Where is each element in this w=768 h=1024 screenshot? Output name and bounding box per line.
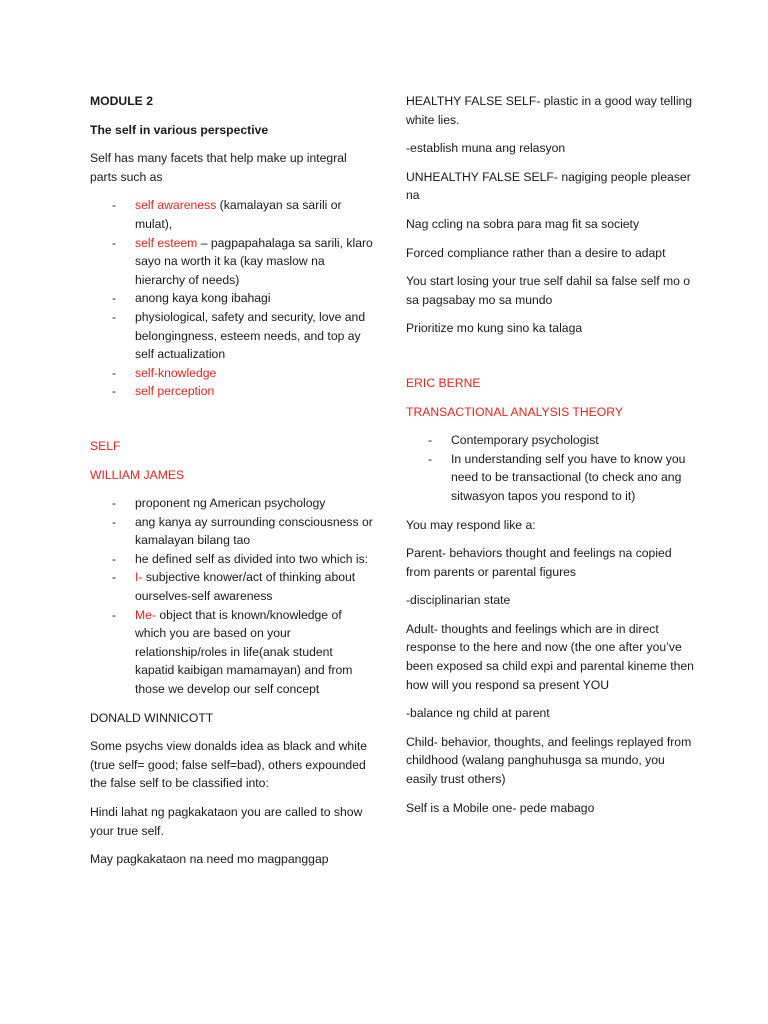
winnicott-paragraph-1: Some psychs view donalds idea as black and white (true self= good; false self=bad), others expounded the false self to be classified into: — [90, 739, 368, 791]
prioritize-paragraph: Prioritize mo kung sino ka talaga — [406, 321, 583, 336]
module-title: MODULE 2 — [90, 94, 153, 108]
list-item — [90, 568, 375, 605]
left-column — [90, 92, 375, 879]
child-paragraph: Child- behavior, thoughts, and feelings replayed from childhood (walang panghuhusga sa mundo, you easily trust others) — [406, 734, 692, 787]
item-desc: ang kanya ay surrounding consciousness or kamalayan bilang tao — [135, 514, 373, 548]
facet-desc: – pagpapahalaga sa sarili, klaro sayo na worth it ka (kay maslow na hierarchy of needs) — [135, 235, 373, 287]
facet-term: self perception — [135, 384, 215, 399]
list-item — [90, 606, 375, 699]
parent-paragraph: Parent- behaviors thought and feelings na copied from parents or parental figures — [406, 546, 672, 579]
winnicott-heading: DONALD WINNICOTT — [90, 710, 214, 725]
facet-term: self esteem — [135, 235, 198, 250]
eric-berne-list — [406, 431, 696, 505]
balance-note: -balance ng child at parent — [406, 706, 550, 721]
list-item — [90, 196, 375, 233]
winnicott-paragraph-3: May pagkakataon na need mo magpanggap — [90, 852, 329, 867]
list-item — [90, 513, 375, 550]
list-item — [90, 308, 375, 364]
facet-desc: anong kaya kong ibahagi — [135, 291, 271, 306]
william-james-list — [90, 494, 375, 699]
list-item — [90, 289, 375, 308]
list-item — [90, 494, 375, 513]
list-item — [90, 234, 375, 290]
item-desc: proponent ng American psychology — [135, 496, 326, 511]
self-heading: SELF — [90, 438, 121, 453]
list-item — [90, 364, 375, 383]
facet-term: self awareness — [135, 198, 217, 213]
establish-note: -establish muna ang relasyon — [406, 141, 566, 156]
disciplinarian-note: -disciplinarian state — [406, 593, 511, 608]
adult-paragraph: Adult- thoughts and feelings which are in direct response to the here and now (the one after you’ve been exposed sa child expi and parental kineme then how will you respond sa present YOU — [406, 621, 694, 692]
list-item — [90, 382, 375, 401]
facet-desc: (kamalayan sa sarili or mulat), — [135, 198, 342, 231]
item-term: I- — [135, 570, 143, 585]
winnicott-paragraph-2: Hindi lahat ng pagkakataon you are called to show your true self. — [90, 805, 363, 838]
william-james-heading: WILLIAM JAMES — [90, 467, 185, 482]
item-desc: object that is known/knowledge of which you are based on your relationship/roles in life(anak student kapatid kaibigan mamamayan) and from those we develop our self concept — [135, 607, 353, 697]
facet-desc: physiological, safety and security, love and belongingness, esteem needs, and top ay self actualization — [135, 309, 366, 362]
unhealthy-false-self: UNHEALTHY FALSE SELF- nagiging people pleaser na — [406, 169, 691, 203]
item-desc: he defined self as divided into two which is: — [135, 551, 369, 566]
facet-term: self-knowledge — [135, 365, 217, 380]
mobile-self-paragraph: Self is a Mobile one- pede mabago — [406, 800, 595, 815]
healthy-false-self: HEALTHY FALSE SELF- plastic in a good way telling white lies. — [406, 94, 693, 127]
ccling-paragraph: Nag ccling na sobra para mag fit sa society — [406, 216, 640, 231]
section-title: The self in various perspective — [90, 122, 269, 137]
list-item: - In understanding self you have to know you need to be transactional (to check ano ang sitwasyon tapos you respond to it) — [406, 450, 696, 506]
list-item — [90, 550, 375, 569]
respond-paragraph: You may respond like a: — [406, 517, 536, 532]
eric-berne-heading: ERIC BERNE — [406, 375, 481, 390]
facets-list — [90, 196, 375, 401]
item-term: Me- — [135, 607, 156, 622]
right-column — [406, 92, 696, 827]
losing-self-paragraph: You start losing your true self dahil sa false self mo o sa pagsabay mo sa mundo — [406, 274, 691, 307]
transactional-analysis-heading: TRANSACTIONAL ANALYSIS THEORY — [406, 404, 623, 419]
forced-compliance-paragraph: Forced compliance rather than a desire to adapt — [406, 245, 666, 260]
intro-paragraph: Self has many facets that help make up integral parts such as — [90, 151, 347, 184]
list-item: - Contemporary psychologist — [406, 431, 696, 450]
item-desc: subjective knower/act of thinking about ourselves-self awareness — [135, 570, 356, 604]
